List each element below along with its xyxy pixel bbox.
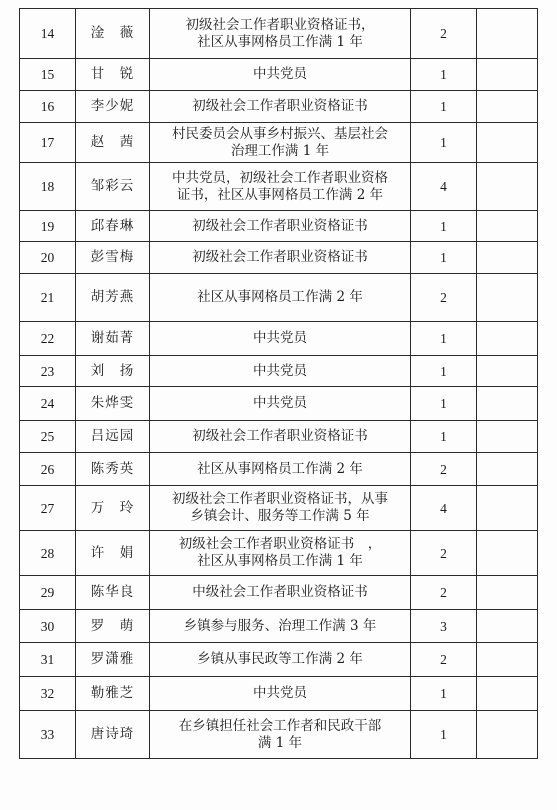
cell-score: 2: [411, 576, 477, 610]
cell-score: 4: [411, 163, 477, 211]
cell-qual: 中级社会工作者职业资格证书: [150, 576, 411, 610]
cell-name: 李少妮: [76, 91, 150, 123]
cell-qual: 社区从事网格员工作满 2 年: [150, 274, 411, 322]
cell-name: 甘 锐: [76, 59, 150, 91]
cell-name: 唐诗琦: [76, 711, 150, 759]
candidate-table: [19, 8, 538, 759]
cell-no: 31: [20, 643, 76, 677]
cell-no: 17: [20, 123, 76, 163]
cell-extra: [477, 711, 538, 759]
cell-score: 4: [411, 486, 477, 531]
cell-no: 18: [20, 163, 76, 211]
cell-no: 26: [20, 453, 76, 486]
cell-name: 勒雅芝: [76, 677, 150, 711]
cell-extra: [477, 322, 538, 356]
cell-extra: [477, 643, 538, 677]
cell-qual: 中共党员: [150, 387, 411, 421]
table-row: [20, 453, 538, 486]
cell-score: 3: [411, 610, 477, 643]
cell-extra: [477, 486, 538, 531]
cell-qual: 初级社会工作者职业资格证书: [150, 242, 411, 274]
cell-score: 1: [411, 711, 477, 759]
cell-name: 淦 薇: [76, 9, 150, 59]
cell-name: 吕远园: [76, 421, 150, 453]
cell-extra: [477, 211, 538, 242]
cell-extra: [477, 356, 538, 387]
cell-qual: 乡镇参与服务、治理工作满 3 年: [150, 610, 411, 643]
cell-qual: 中共党员: [150, 322, 411, 356]
cell-extra: [477, 9, 538, 59]
cell-qual: 中共党员: [150, 356, 411, 387]
table-row: [20, 123, 538, 163]
cell-qual: 中共党员: [150, 59, 411, 91]
table-row: [20, 274, 538, 322]
cell-extra: [477, 242, 538, 274]
cell-qual: 初级社会工作者职业资格证书，从事 乡镇会计、服务等工作满 5 年: [150, 486, 411, 531]
cell-qual: 村民委员会从事乡村振兴、基层社会 治理工作满 1 年: [150, 123, 411, 163]
cell-name: 陈秀英: [76, 453, 150, 486]
cell-qual: 中共党员，初级社会工作者职业资格 证书，社区从事网格员工作满 2 年: [150, 163, 411, 211]
table-row: [20, 356, 538, 387]
cell-no: 15: [20, 59, 76, 91]
cell-name: 陈华良: [76, 576, 150, 610]
cell-qual: 中共党员: [150, 677, 411, 711]
cell-qual: 初级社会工作者职业资格证书: [150, 211, 411, 242]
candidate-table-body: [20, 9, 538, 759]
cell-score: 2: [411, 531, 477, 576]
cell-qual: 初级社会工作者职业资格证书 ， 社区从事网格员工作满 1 年: [150, 531, 411, 576]
cell-name: 胡芳燕: [76, 274, 150, 322]
cell-extra: [477, 610, 538, 643]
cell-no: 14: [20, 9, 76, 59]
cell-score: 2: [411, 9, 477, 59]
table-row: [20, 677, 538, 711]
cell-no: 21: [20, 274, 76, 322]
table-row: [20, 59, 538, 91]
cell-qual: 社区从事网格员工作满 2 年: [150, 453, 411, 486]
cell-extra: [477, 421, 538, 453]
cell-extra: [477, 274, 538, 322]
table-row: [20, 242, 538, 274]
table-row: [20, 91, 538, 123]
cell-extra: [477, 576, 538, 610]
cell-name: 赵 茜: [76, 123, 150, 163]
cell-extra: [477, 59, 538, 91]
cell-extra: [477, 123, 538, 163]
cell-name: 刘 扬: [76, 356, 150, 387]
cell-qual: 初级社会工作者职业资格证书: [150, 421, 411, 453]
cell-score: 1: [411, 387, 477, 421]
cell-extra: [477, 531, 538, 576]
cell-score: 2: [411, 643, 477, 677]
cell-no: 29: [20, 576, 76, 610]
cell-score: 2: [411, 453, 477, 486]
cell-no: 25: [20, 421, 76, 453]
cell-extra: [477, 453, 538, 486]
cell-score: 2: [411, 274, 477, 322]
table-row: [20, 322, 538, 356]
cell-no: 32: [20, 677, 76, 711]
table-row: [20, 576, 538, 610]
cell-extra: [477, 91, 538, 123]
table-row: [20, 531, 538, 576]
cell-no: 33: [20, 711, 76, 759]
cell-name: 朱烨雯: [76, 387, 150, 421]
cell-name: 万 玲: [76, 486, 150, 531]
cell-no: 28: [20, 531, 76, 576]
cell-qual: 初级社会工作者职业资格证书: [150, 91, 411, 123]
table-row: [20, 387, 538, 421]
cell-name: 彭雪梅: [76, 242, 150, 274]
cell-score: 1: [411, 211, 477, 242]
cell-no: 24: [20, 387, 76, 421]
cell-no: 19: [20, 211, 76, 242]
cell-no: 20: [20, 242, 76, 274]
cell-extra: [477, 387, 538, 421]
cell-score: 1: [411, 356, 477, 387]
cell-name: 许 娟: [76, 531, 150, 576]
table-row: [20, 711, 538, 759]
cell-score: 1: [411, 421, 477, 453]
cell-score: 1: [411, 242, 477, 274]
cell-no: 16: [20, 91, 76, 123]
table-row: [20, 643, 538, 677]
cell-no: 23: [20, 356, 76, 387]
table-row: [20, 211, 538, 242]
table-row: [20, 9, 538, 59]
cell-no: 22: [20, 322, 76, 356]
table-row: [20, 486, 538, 531]
cell-qual: 在乡镇担任社会工作者和民政干部 满 1 年: [150, 711, 411, 759]
cell-qual: 初级社会工作者职业资格证书， 社区从事网格员工作满 1 年: [150, 9, 411, 59]
cell-score: 1: [411, 677, 477, 711]
cell-qual: 乡镇从事民政等工作满 2 年: [150, 643, 411, 677]
cell-name: 罗潇雅: [76, 643, 150, 677]
cell-extra: [477, 677, 538, 711]
table-row: [20, 610, 538, 643]
cell-score: 1: [411, 59, 477, 91]
table-row: [20, 421, 538, 453]
table-row: [20, 163, 538, 211]
cell-score: 1: [411, 91, 477, 123]
cell-no: 30: [20, 610, 76, 643]
cell-score: 1: [411, 322, 477, 356]
cell-score: 1: [411, 123, 477, 163]
cell-name: 邱春琳: [76, 211, 150, 242]
cell-extra: [477, 163, 538, 211]
cell-name: 谢茹菁: [76, 322, 150, 356]
cell-name: 邹彩云: [76, 163, 150, 211]
cell-no: 27: [20, 486, 76, 531]
cell-name: 罗 萌: [76, 610, 150, 643]
